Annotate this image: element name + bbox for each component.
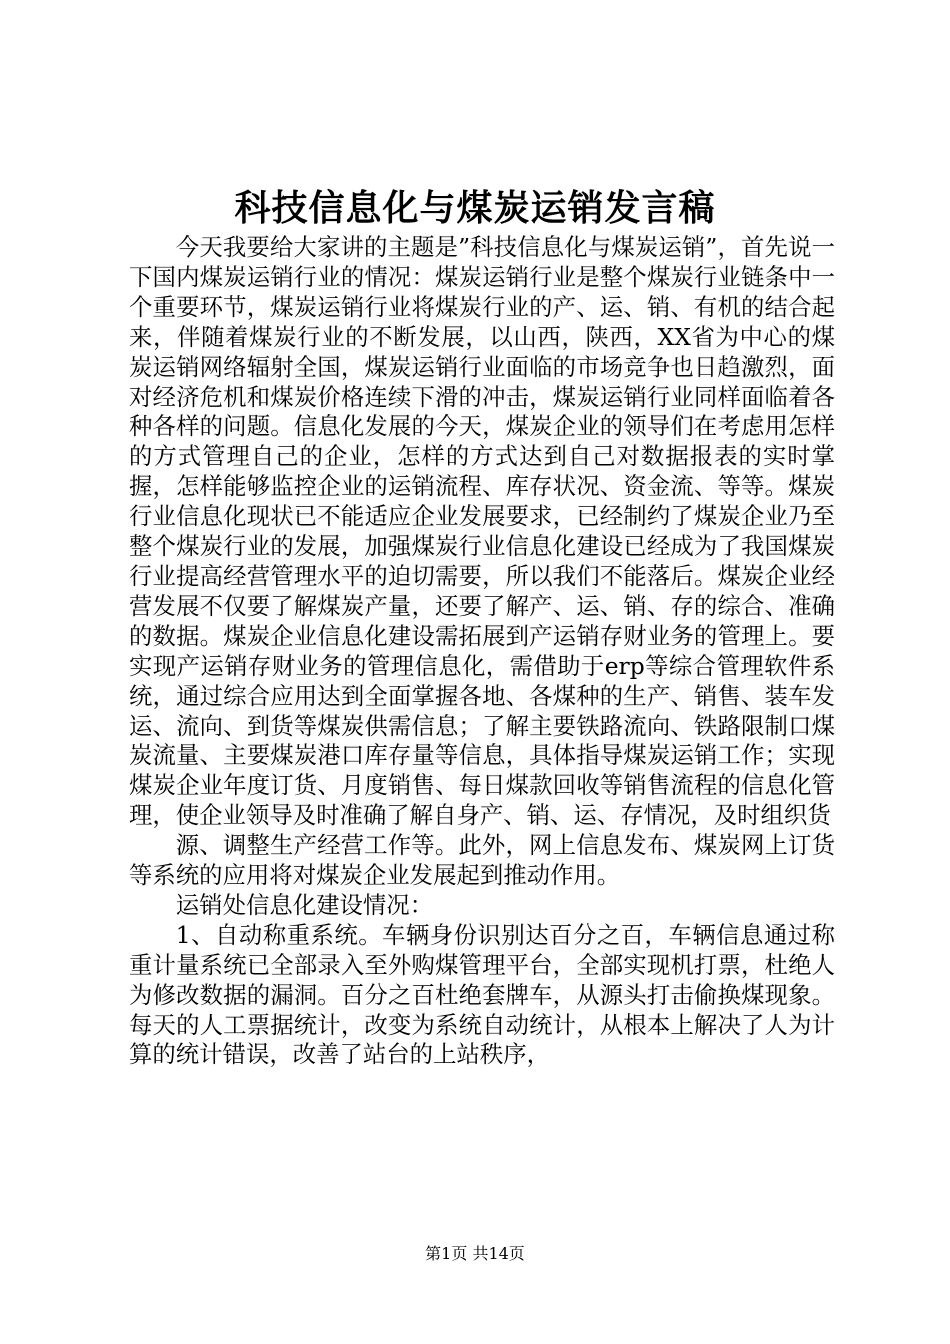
paragraph-intro: 今天我要给大家讲的主题是”科技信息化与煤炭运销”，首先说一下国内煤炭运销行业的情况：煤炭运销行业是整个煤炭行业链条中一个重要环节，煤炭运销行业将煤炭行业的产、运、销、有机的结合起来，伴随着煤炭行业的不断发展，以山西，陕西，XX省为中心的煤炭运销网络辐射全国，煤炭运销行业面临的市场竞争也日趋激烈，面对经济危机和煤炭价格连续下滑的冲击，煤炭运销行业同样面临着各种各样的问题。信息化发展的今天，煤炭企业的领导们在考虑用怎样的方式管理自己的企业，怎样的方式达到自己对数据报表的实时掌握，怎样能够监控企业的运销流程、库存状况、资金流、等等。煤炭行业信息化现状已不能适应企业发展要求，已经制约了煤炭企业乃至整个煤炭行业的发展，加强煤炭行业信息化建设已经成为了我国煤炭行业提高经营管理水平的迫切需要，所以我们不能落后。煤炭企业经营发展不仅要了解煤炭产量，还要了解产、运、销、存的综合、准确的数据。煤炭企业信息化建设需拓展到产运销存财业务的管理上。要实现产运销存财业务的管理信息化，需借助于erp等综合管理软件系统，通过综合应用达到全面掌握各地、各煤种的生产、销售、装车发运、流向、到货等煤炭供需信息；了解主要铁路流向、铁路限制口煤炭流量、主要煤炭港口库存量等信息，具体指导煤炭运销工作；实现煤炭企业年度订货、月度销售、每日煤款回收等销售流程的信息化管理，使企业领导及时准确了解自身产、销、运、存情况，及时组织货 [129, 233, 835, 830]
paragraph-item-1: 1、自动称重系统。车辆身份识别达百分之百，车辆信息通过称重计量系统已全部录入至外购煤管理平台，全部实现机打票，杜绝人为修改数据的漏洞。百分之百杜绝套牌车，从源头打击偷换煤现象。每天的人工票据统计，改变为系统自动统计，从根本上解决了人为计算的统计错误，改善了站台的上站秩序， [129, 920, 835, 1069]
document-body [129, 233, 835, 1070]
paragraph-continuation: 源、调整生产经营工作等。此外，网上信息发布、煤炭网上订货等系统的应用将对煤炭企业发展起到推动作用。 [129, 831, 835, 890]
page-number-footer: 第1页 共14页 [425, 1244, 525, 1263]
document-title: 科技信息化与煤炭运销发言稿 [234, 187, 716, 229]
paragraph-section-heading: 运销处信息化建设情况： [175, 890, 434, 919]
